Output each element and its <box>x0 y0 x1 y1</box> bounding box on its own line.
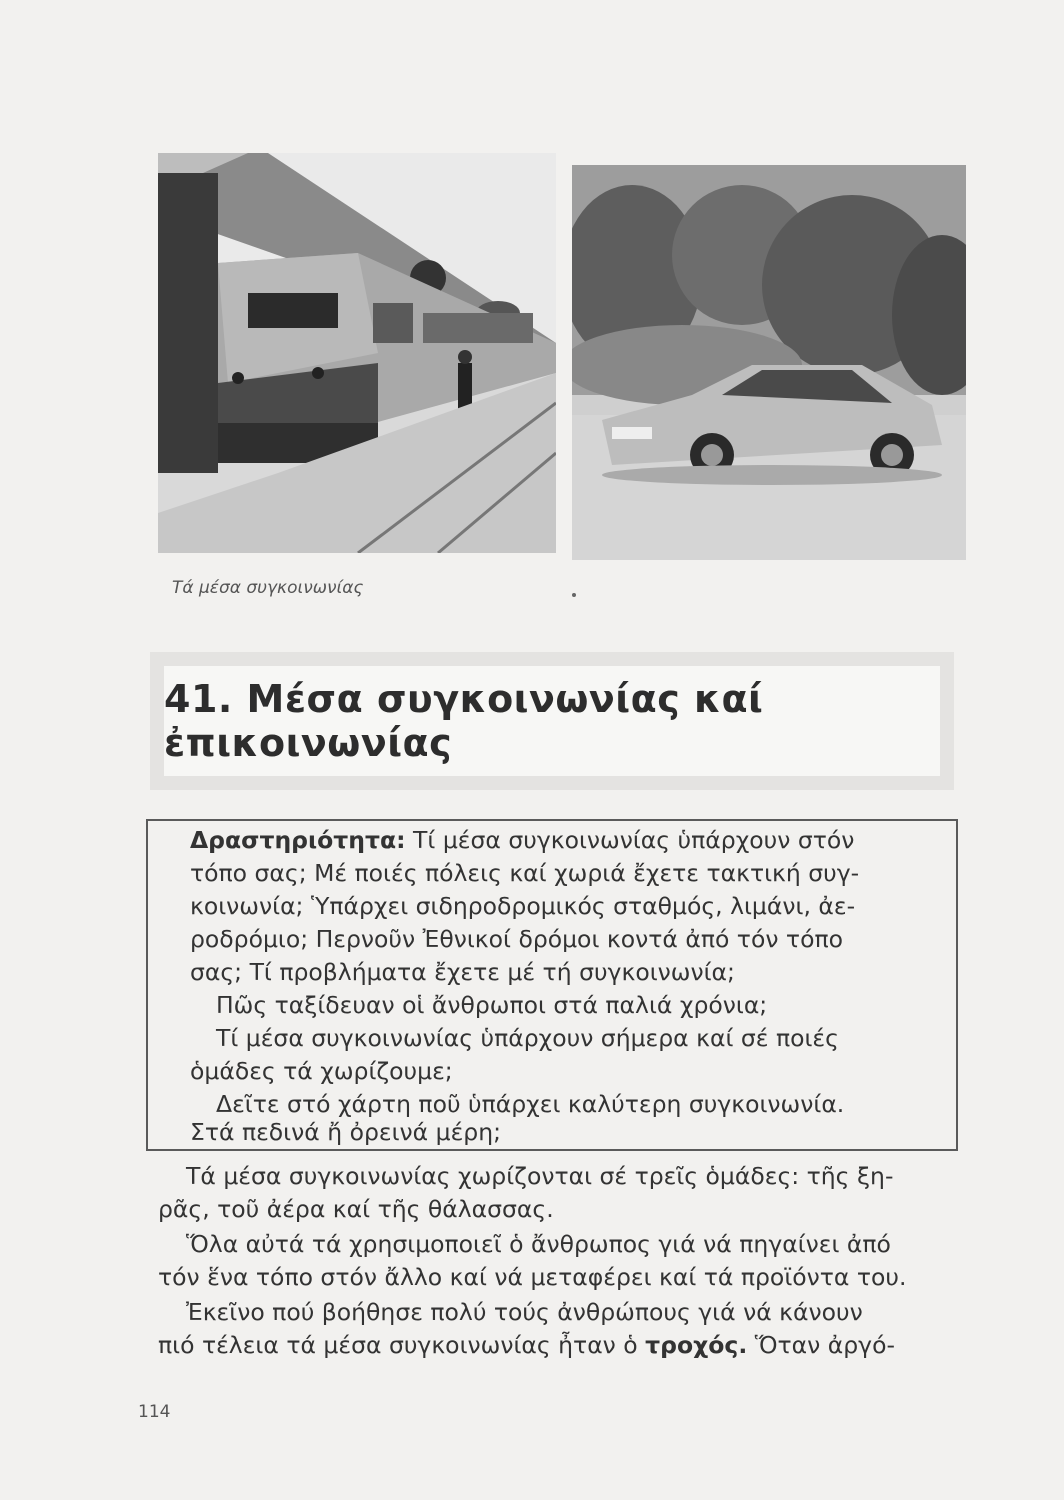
body-line: πιό τέλεια τά μέσα συγκοινωνίας ἦταν ὁ τροχός. Ὅταν ἀργό- <box>158 1331 895 1359</box>
page-number: 114 <box>138 1402 171 1422</box>
activity-line: Στά πεδινά ἤ ὀρεινά μέρη; <box>190 1118 502 1146</box>
car-photo <box>572 165 966 560</box>
activity-line: ὁμάδες τά χωρίζουμε; <box>190 1057 453 1085</box>
activity-line: Δραστηριότητα: Τί μέσα συγκοινωνίας ὑπάρχουν στόν <box>190 826 855 854</box>
body-line: Τά μέσα συγκοινωνίας χωρίζονται σέ τρεῖς ὁμάδες: τῆς ξη- <box>186 1162 894 1190</box>
activity-line: Τί μέσα συγκοινωνίας ὑπάρχουν σήμερα καί σέ ποιές <box>216 1024 839 1052</box>
chapter-title-box <box>150 652 954 790</box>
activity-line: σας; Τί προβλήματα ἔχετε μέ τή συγκοινωνία; <box>190 958 735 986</box>
body-line: ρᾶς, τοῦ ἀέρα καί τῆς θάλασσας. <box>158 1195 554 1223</box>
activity-line: κοινωνία; Ὑπάρχει σιδηροδρομικός σταθμός, λιμάνι, ἀε- <box>190 892 856 920</box>
print-speck <box>572 593 576 597</box>
activity-line: τόπο σας; Μέ ποιές πόλεις καί χωριά ἔχετε τακτική συγ- <box>190 859 860 887</box>
activity-line: Πῶς ταξίδευαν οἱ ἄνθρωποι στά παλιά χρόνια; <box>216 991 768 1019</box>
body-line: Ὅλα αὐτά τά χρησιμοποιεῖ ὁ ἄνθρωπος γιά νά πηγαίνει ἀπό <box>186 1230 891 1258</box>
activity-label: Δραστηριότητα: <box>190 826 406 854</box>
train-photo <box>158 153 556 553</box>
activity-line: Δεῖτε στό χάρτη ποῦ ὑπάρχει καλύτερη συγκοινωνία. <box>216 1090 845 1118</box>
body-line: τόν ἕνα τόπο στόν ἄλλο καί νά μεταφέρει καί τά προϊόντα του. <box>158 1263 907 1291</box>
body-line: Ἐκεῖνο πού βοήθησε πολύ τούς ἀνθρώπους γιά νά κάνουν <box>186 1298 863 1326</box>
chapter-title: 41. Μέσα συγκοινωνίας καί ἐπικοινωνίας <box>164 677 764 765</box>
photo-caption: Τά μέσα συγκοινωνίας <box>172 578 364 598</box>
activity-line: ροδρόμιο; Περνοῦν Ἐθνικοί δρόμοι κοντά ἀπό τόν τόπο <box>190 925 843 953</box>
keyword-wheel: τροχός. <box>645 1331 748 1359</box>
